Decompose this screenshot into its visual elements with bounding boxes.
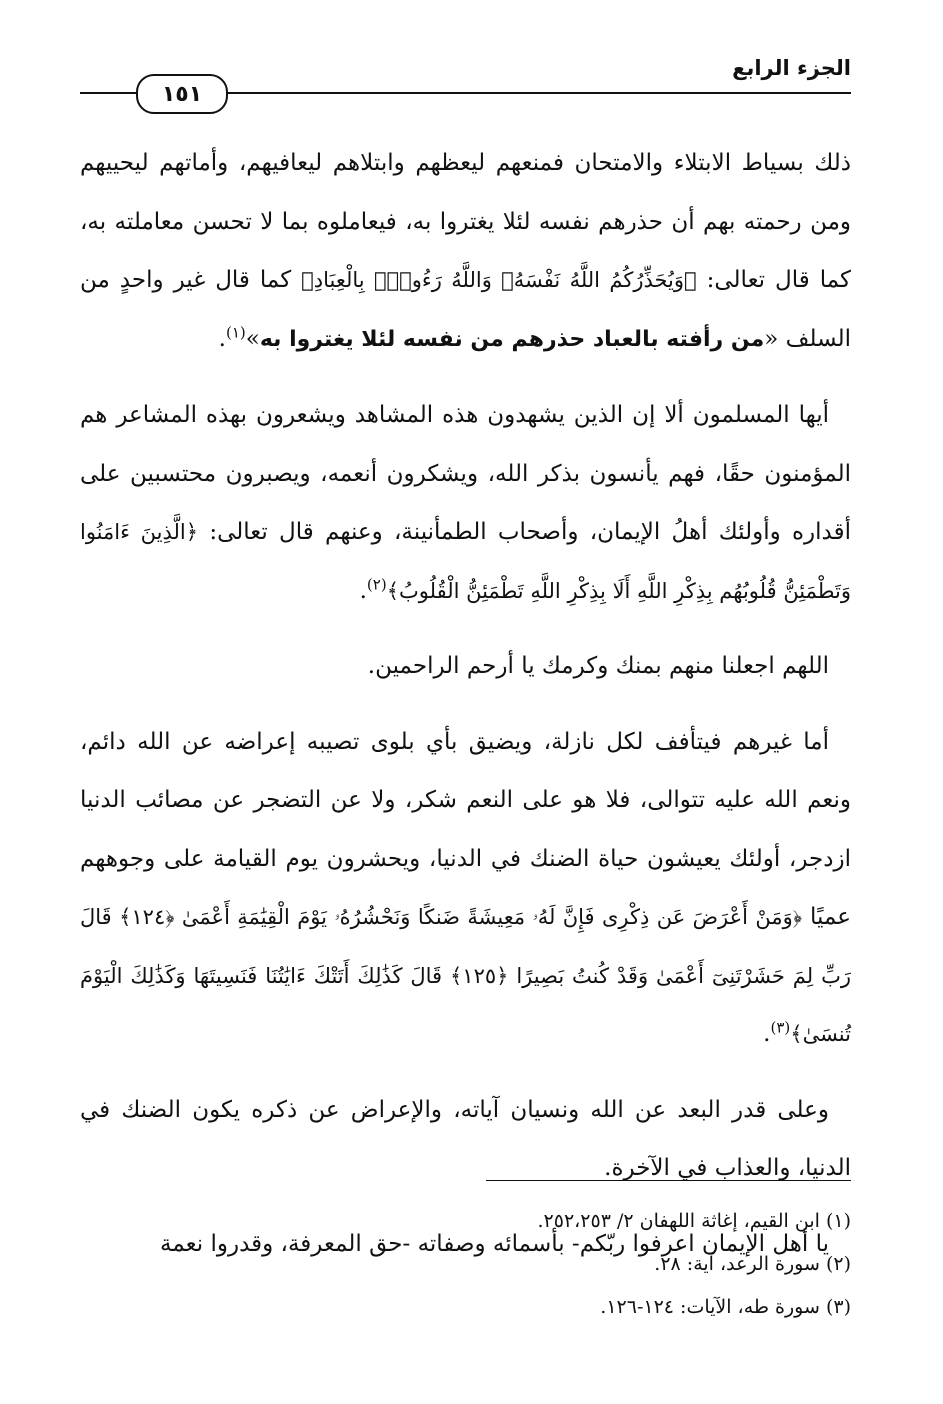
paragraph-3: اللهم اجعلنا منهم بمنك وكرمك يا أرحم الراحمين. bbox=[367, 653, 829, 679]
running-header-title: الجزء الرابع bbox=[732, 56, 851, 80]
body-text bbox=[80, 134, 851, 1290]
paragraph-text: » bbox=[245, 325, 260, 352]
paragraph-1 bbox=[80, 134, 851, 369]
paragraph-5: وعلى قدر البعد عن الله ونسيان آياته، والإعراض عن ذكره يكون الضنك في الدنيا، والعذاب في الآخرة. bbox=[80, 1096, 851, 1181]
paragraph-text: ذلك بسياط الابتلاء والامتحان فمنعهم ليعظهم وابتلاهم ليعافيهم، وأماتهم ليحييهم ومن رحمته بهم أن حذرهم نفسه لئلا يغتروا به، فيعاملوه بما لا تحسن معاملته به، كما قال تعالى: bbox=[80, 150, 851, 293]
footnote-ref-3: (٣) bbox=[770, 1018, 791, 1037]
paragraph-6: يا أهل الإيمان اعرفوا ربّكم- بأسمائه وصفاته -حق المعرفة، وقدروا نعمة bbox=[160, 1230, 829, 1257]
paragraph-text: . bbox=[218, 325, 226, 352]
page-number-badge: ١٥١ bbox=[136, 74, 228, 114]
footnote-2: (٢) سورة الرعد، آية: ٢٨. bbox=[654, 1253, 851, 1275]
quran-verse: ﴿الَّذِينَ ءَامَنُوا وَتَطْمَئِنُّ قُلُوبُهُم بِذِكْرِ اللَّهِ أَلَا بِذِكْرِ اللَّهِ تَطْمَئِنُّ الْقُلُوبُ﴾ bbox=[80, 520, 851, 603]
footnote-ref-2: (٢) bbox=[366, 574, 387, 593]
paragraph-text: . bbox=[359, 577, 367, 604]
footnote-ref-1: (١) bbox=[225, 322, 246, 341]
footnotes bbox=[80, 1200, 851, 1329]
quran-verse: ﴿وَيُحَذِّرُكُمُ اللَّهُ نَفْسَهُۥ وَاللَّهُ رَءُوفُۢ بِالْعِبَادِ﴾ bbox=[301, 268, 697, 292]
paragraph-text: أما غيرهم فيتأفف لكل نازلة، ويضيق بأي بلوى تصيبه إعراضه عن الله دائم، ونعم الله عليه تتوالى، فلا هو على النعم شكر، ولا عن التضجر عن مصائب الدنيا ازدجر، أولئك يعيشون حياة الضنك في الدنيا، ويحشرون يوم القيامة على وجوههم عميًا bbox=[80, 728, 851, 930]
paragraph-text: . bbox=[763, 1021, 771, 1047]
footnote-3: (٣) سورة طه، الآيات: ١٢٤-١٢٦. bbox=[600, 1296, 851, 1318]
paragraph-text: كما قال غير واحدٍ من السلف « bbox=[80, 267, 851, 352]
paragraph-2 bbox=[80, 386, 851, 620]
footnote-1: (١) ابن القيم، إغاثة اللهفان ٢/ ٢٥٢،٢٥٣. bbox=[537, 1210, 851, 1232]
paragraph-text: أيها المسلمون ألا إن الذين يشهدون هذه المشاهد ويشعرون بهذه المشاعر هم المؤمنون حقًا، فهم يأنسون بذكر الله، ويشكرون أنعمه، ويصبرون محتسبين على أقداره وأولئك أهلُ الإيمان، وأصحاب الطمأنينة، وعنهم قال تعالى: bbox=[80, 402, 852, 545]
paragraph-4 bbox=[80, 713, 851, 1064]
footnote-rule bbox=[486, 1180, 851, 1181]
bold-quote: من رأفته بالعباد حذرهم من نفسه لئلا يغتروا به bbox=[259, 326, 765, 352]
quran-verse: ﴿وَمَنْ أَعْرَضَ عَن ذِكْرِى فَإِنَّ لَهُۥ مَعِيشَةً ضَنكًا وَنَحْشُرُهُۥ يَوْمَ الْقِيَٰمَةِ أَعْمَىٰ ﴿١٢٤﴾ قَالَ رَبِّ لِمَ حَشَرْتَنِىٓ أَعْمَىٰ وَقَدْ كُنتُ بَصِيرًا ﴿١٢٥﴾ قَالَ كَذَٰلِكَ أَتَتْكَ ءَايَٰتُنَا فَنَسِيتَهَا وَكَذَٰلِكَ الْيَوْمَ تُنسَىٰ﴾ bbox=[80, 905, 851, 1046]
